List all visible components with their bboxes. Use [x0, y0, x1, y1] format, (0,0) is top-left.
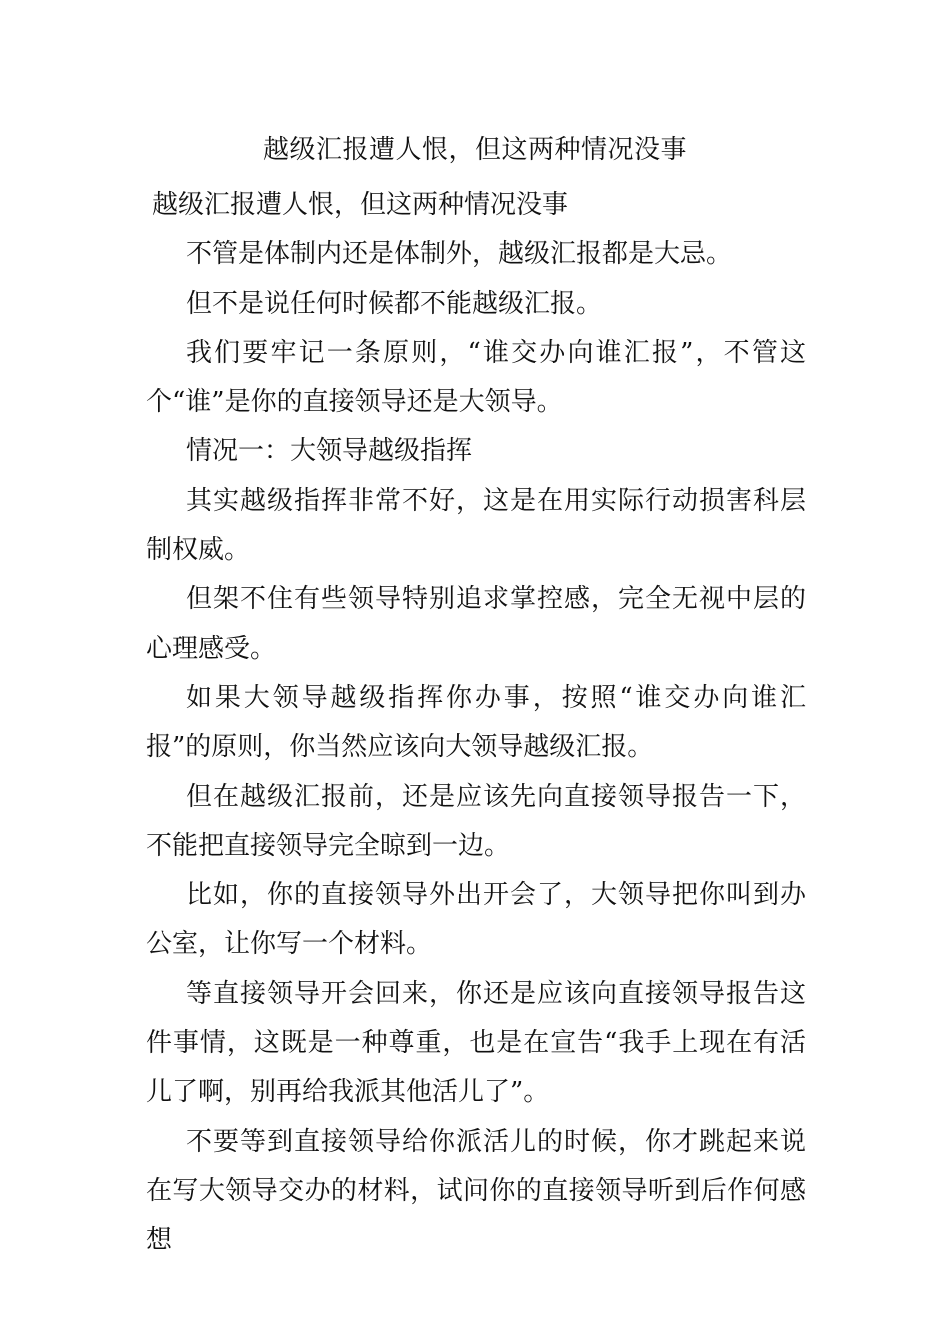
paragraph: 如果大领导越级指挥你办事，按照“谁交办向谁汇报”的原则，你当然应该向大领导越级汇报。 — [146, 682, 806, 763]
paragraph: 等直接领导开会回来，你还是应该向直接领导报告这件事情，这既是一种尊重，也是在宣告“我手上现在有活儿了啊，别再给我派其他活儿了”。 — [146, 978, 806, 1108]
paragraph: 我们要牢记一条原则，“谁交办向谁汇报”，不管这个“谁”是你的直接领导还是大领导。 — [146, 337, 806, 418]
document-subtitle: 越级汇报遭人恨，但这两种情况没事 — [152, 190, 569, 220]
paragraph: 其实越级指挥非常不好，这是在用实际行动损害科层制权威。 — [146, 485, 806, 566]
document-title: 越级汇报遭人恨，但这两种情况没事 — [262, 135, 687, 165]
section-heading: 情况一：大领导越级指挥 — [186, 436, 473, 467]
paragraph: 不管是体制内还是体制外，越级汇报都是大忌。 — [186, 239, 733, 270]
document-body — [146, 181, 806, 1266]
paragraph: 比如，你的直接领导外出开会了，大领导把你叫到办公室，让你写一个材料。 — [146, 880, 806, 960]
paragraph: 不要等到直接领导给你派活儿的时候，你才跳起来说在写大领导交办的材料，试问你的直接领导听到后作何感想 — [146, 1126, 806, 1256]
paragraph: 但不是说任何时候都不能越级汇报。 — [186, 288, 603, 319]
paragraph: 但在越级汇报前，还是应该先向直接领导报告一下，不能把直接领导完全晾到一边。 — [146, 781, 806, 861]
paragraph: 但架不住有些领导特别追求掌控感，完全无视中层的心理感受。 — [146, 584, 806, 664]
